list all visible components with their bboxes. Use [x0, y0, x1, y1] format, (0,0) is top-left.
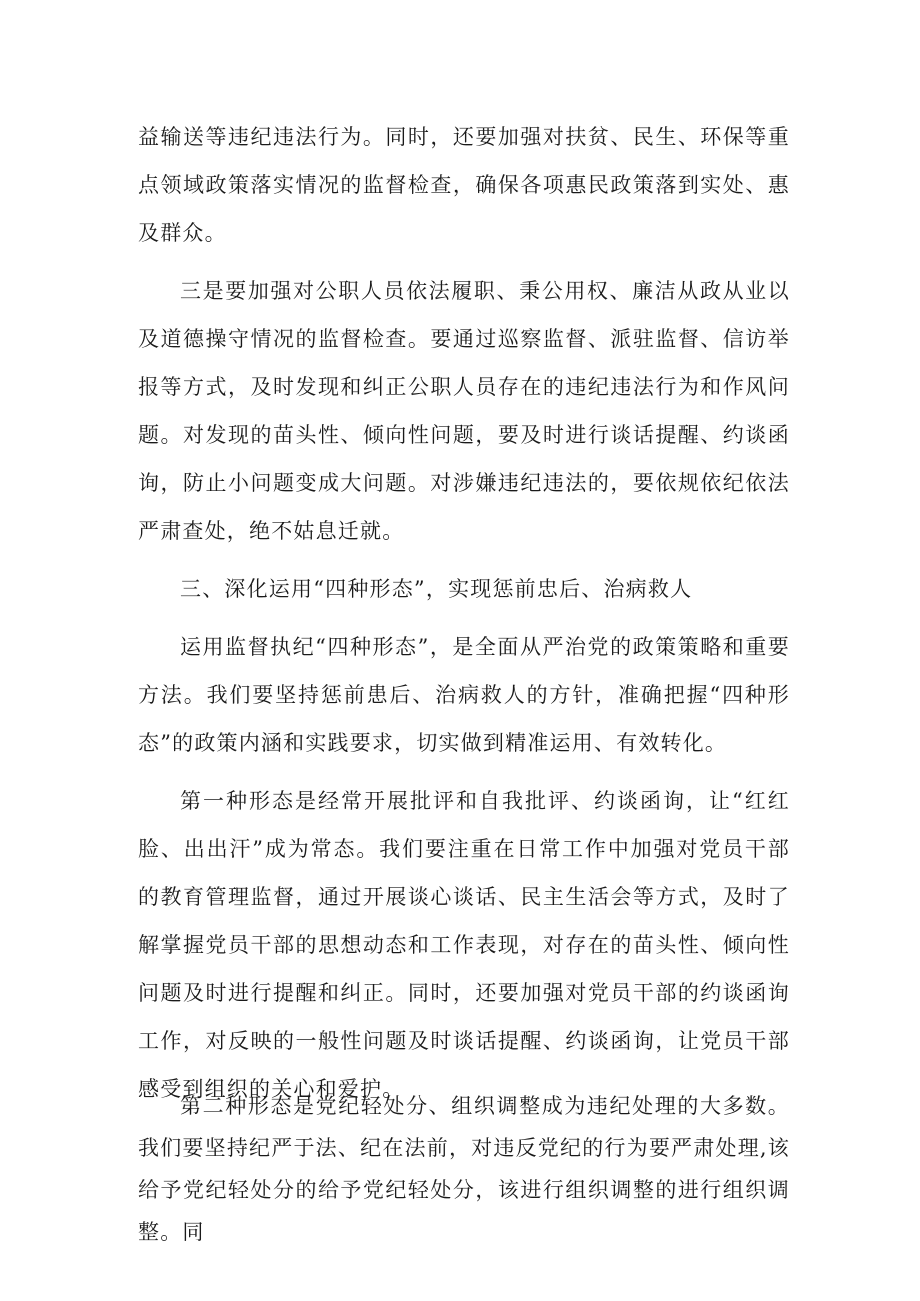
paragraph-first-form: 第一种形态是经常开展批评和自我批评、约谈函询，让“红红脸、出出汗”成为常态。我们要注重在日常工作中加强对党员干部的教育管理监督，通过开展谈心谈话、民主生活会等方式，及时了解掌握党员干部的思想动态和工作表现，对存在的苗头性、倾向性问题及时进行提醒和纠正。同时，还要加强对党员干部的约谈函询工作，对反映的一般性问题及时谈话提醒、约谈函询，让党员干部感受到组织的关心和爱护。: [138, 789, 790, 1101]
paragraph-third-point: 三是要加强对公职人员依法履职、秉公用权、廉洁从政从业以及道德操守情况的监督检查。要通过巡察监督、派驻监督、信访举报等方式，及时发现和纠正公职人员存在的违纪违法行为和作风问题。对发现的苗头性、倾向性问题，要及时进行谈话提醒、约谈函询，防止小问题变成大问题。对涉嫌违纪违法的，要依规依纪依法严肃查处，绝不姑息迁就。: [138, 279, 790, 543]
section-heading: 三、深化运用“四种形态”，实现惩前忠后、治病救人: [180, 577, 693, 601]
paragraph-second-form: 第二种形态是党纪轻处分、组织调整成为违纪处理的大多数。我们要坚持纪严于法、纪在法前，对违反党纪的行为要严肃处理,该给予党纪轻处分的给予党纪轻处分，该进行组织调整的进行组织调整。同: [138, 1094, 790, 1244]
paragraph-continuation: 益输送等违纪违法行为。同时，还要加强对扶贫、民生、环保等重点领域政策落实情况的监督检查，确保各项惠民政策落到实处、惠及群众。: [138, 125, 790, 245]
body-text-bottom: [138, 1085, 790, 1253]
paragraph-four-forms-intro: 运用监督执纪“四种形态”，是全面从严治党的政策策略和重要方法。我们要坚持惩前患后、治病救人的方针，准确把握“四种形态”的政策内涵和实践要求，切实做到精准运用、有效转化。: [138, 635, 790, 755]
body-text: [138, 113, 790, 1113]
